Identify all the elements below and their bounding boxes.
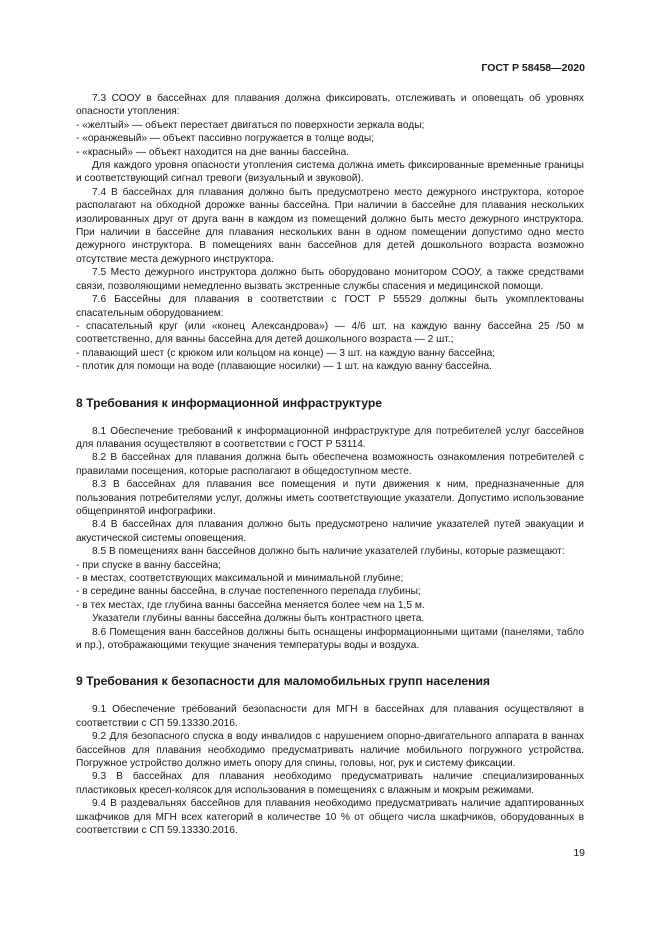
clause-8-1: 8.1 Обеспечение требований к информационной инфраструктуре для потребителей услуг бассейнов для плавания осуществляют в соответствии с ГОСТ Р 53114. [76,425,584,450]
list-item: - в тех местах, где глубина ванны бассейна меняется более чем на 1,5 м. [76,599,425,611]
list-item: - в местах, соответствующих максимальной и минимальной глубине; [76,573,404,584]
clause-9-4: 9.4 В раздевальнях бассейнов для плавания необходимо предусматривать наличие адаптированных шкафчиков для МГН всех категорий в количестве 10 % от общего числа шкафчиков, оборудованных в соответствии с СП 59.13330.2016. [76,798,584,837]
page-content [76,92,584,838]
list-item: - при спуске в ванну бассейна; [76,559,221,571]
list-item: - плавающий шест (с крюком или кольцом на конце) — 3 шт. на каждую ванну бассейна; [76,347,496,359]
section-9-heading: 9 Требования к безопасности для маломобильных групп населения [76,674,491,689]
list-item: - в середине ванны бассейна, в случае постепенного перепада глубины; [76,586,421,598]
clause-7-6: 7.6 Бассейны для плавания в соответствии с ГОСТ Р 55529 должны быть укомплектованы спасательным оборудованием: [76,294,584,319]
clause-7-4: 7.4 В бассейнах для плавания должно быть предусмотрено место дежурного инструктора, которое располагают на обходной дорожке ванны бассейна. При наличии в бассейне для плавания нескольких изолированных друг от друга ванн в каждом из помещений должно быть место дежурного инструктора. При наличии в бассейне для плавания нескольких ванн в одном помещении допустимо одно место дежурного инструктора. В помещениях ванн бассейнов для детей дошкольного возраста возможно отсутствие места дежурного инструктора. [76,186,584,265]
clause-8-6: 8.6 Помещения ванн бассейнов должны быть оснащены информационными щитами (панелями, табло и пр.), отображающими текущие значения температуры воды и воздуха. [76,626,584,652]
list-item: - «желтый» — объект перестает двигаться по поверхности зеркала воды; [76,119,425,131]
list-item: - спасательный круг (или «конец Александрова») — 4/6 шт. на каждую ванну бассейна 25 /50 м соответственно, для ванны бассейна для детей дошкольного возраста — 2 шт.; [76,320,584,346]
clause-8-3: 8.3 В бассейнах для плавания все помещения и пути движения к ним, предназначенные для пользования потребителями услуг, должны иметь соответствующие указатели. Допустимо использование общепринятой инфографики. [76,479,584,517]
list-item: - «оранжевый» — объект пассивно погружается в толще воды; [76,133,375,145]
clause-9-2: 9.2 Для безопасного спуска в воду инвалидов с нарушением опорно-двигательного аппарата в ваннах бассейнов для плавания необходимо предусматривать наличие мобильного погружного устройства. Погружное устройство должно иметь опору для спины, головы, ног, рук и систему фиксации. [76,731,584,770]
list-item: - «красный» — объект находится на дне ванны бассейна. [76,146,350,158]
clause-9-1: 9.1 Обеспечение требований безопасности для МГН в бассейнах для плавания осуществляют в соответствии с СП 59.13330.2016. [76,704,584,729]
list-item: - плотик для помощи на воде (плавающие носилки) — 1 шт. на каждую ванну бассейна. [76,361,493,373]
document-code: ГОСТ Р 58458—2020 [481,62,585,74]
clause-8-5: 8.5 В помещениях ванн бассейнов должно быть наличие указателей глубины, которые размещают: [92,546,565,558]
clause-7-3: 7.3 СООУ в бассейнах для плавания должна фиксировать, отслеживать и оповещать об уровнях опасности утопления: [76,93,584,118]
clause-8-2: 8.2 В бассейнах для плавания должна быть обеспечена возможность ознакомления потребителей с правилами посещения, которые располагают в общедоступном месте. [76,452,584,477]
clause-9-3: 9.3 В бассейнах для плавания необходимо предусматривать наличие специализированных пластиковых кресел-колясок для использования в помещениях с влажным и мокрым режимами. [76,771,584,796]
section-8-heading: 8 Требования к информационной инфраструктуре [76,395,383,410]
clause-7-5: 7.5 Место дежурного инструктора должно быть оборудовано монитором СООУ, а также средствами связи, позволяющими немедленно вызвать экстренные службы спасения и медицинской помощи. [76,267,584,292]
paragraph: Указатели глубины ванны бассейна должны быть контрастного цвета. [92,613,425,625]
clause-8-4: 8.4 В бассейнах для плавания должно быть предусмотрено наличие указателей путей эвакуации и акустической системы оповещения. [76,519,584,544]
page-number: 19 [573,847,585,859]
paragraph: Для каждого уровня опасности утопления система должна иметь фиксированные временные границы и соответствующий сигнал тревоги (визуальный и звуковой). [76,160,584,185]
